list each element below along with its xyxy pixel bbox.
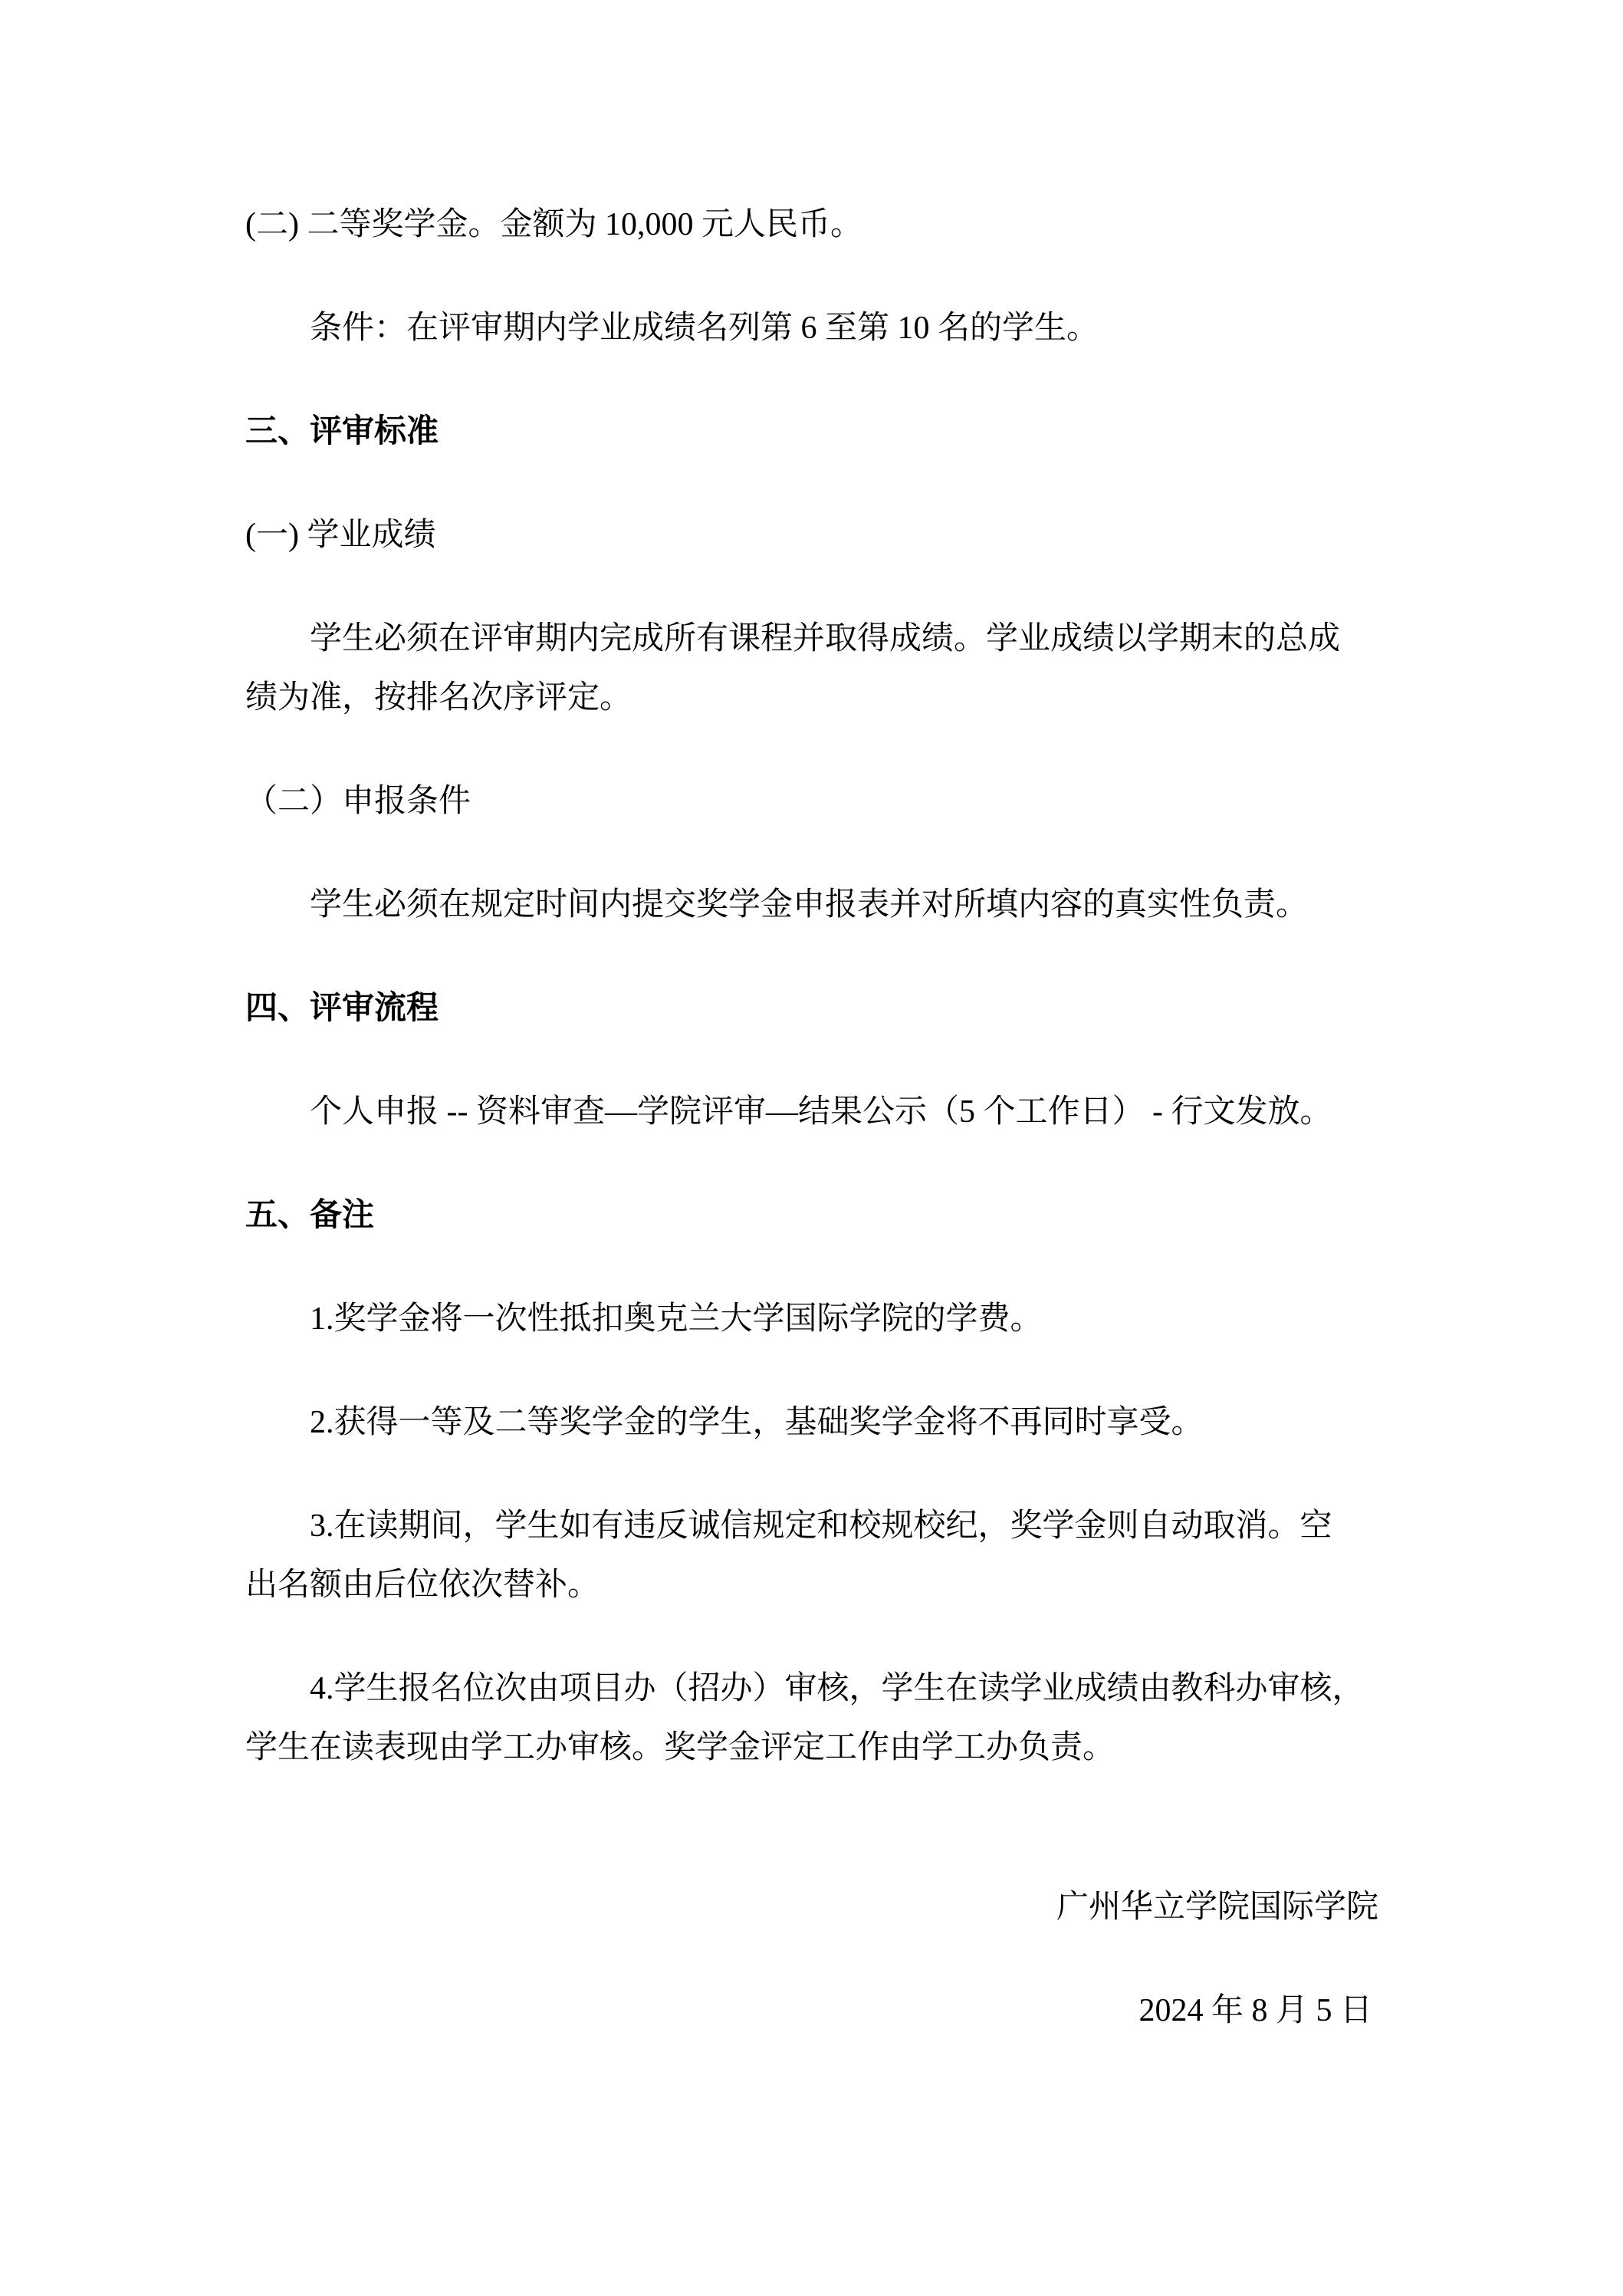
body-line: 2.获得一等及二等奖学金的学生，基础奖学金将不再同时享受。	[310, 1405, 1204, 1440]
body-line: 条件：在评审期内学业成绩名列第 6 至第 10 名的学生。	[310, 311, 1099, 346]
body-line: 学生必须在规定时间内提交奖学金申报表并对所填内容的真实性负责。	[310, 887, 1309, 923]
body-line: （二）申报条件	[245, 784, 471, 819]
body-line: 3.在读期间，学生如有违反诚信规定和校规校纪，奖学金则自动取消。空	[310, 1508, 1332, 1544]
note-item-1	[245, 1290, 1378, 1349]
subheading-academic-performance	[245, 506, 1378, 565]
body-line: 学生在读表现由学工办审核。奖学金评定工作由学工办负责。	[245, 1730, 1115, 1765]
body-line: 个人申报 -- 资料审查—学院评审—结果公示（5 个工作日） - 行文发放。	[310, 1094, 1332, 1130]
paragraph-review-process	[245, 1083, 1378, 1142]
date-block	[245, 1982, 1378, 2041]
signature-block	[245, 1878, 1378, 1937]
note-item-3	[245, 1497, 1378, 1615]
paragraph-second-scholarship	[245, 196, 1378, 255]
body-line: (二) 二等奖学金。金额为 10,000 元人民币。	[245, 207, 862, 242]
paragraph-academic-performance	[245, 610, 1378, 728]
note-item-2	[245, 1393, 1378, 1452]
section-heading-5-notes	[245, 1186, 1378, 1245]
heading-line: 三、评审标准	[245, 414, 439, 449]
body-line: (一) 学业成绩	[245, 518, 436, 553]
heading-line: 四、评审流程	[245, 991, 439, 1026]
signature-line: 广州华立学院国际学院	[1056, 1890, 1378, 1925]
heading-line: 五、备注	[245, 1198, 375, 1233]
paragraph-application-conditions	[245, 876, 1378, 935]
date-line: 2024 年 8 月 5 日	[1138, 1993, 1372, 2028]
body-line: 出名额由后位依次替补。	[245, 1567, 600, 1603]
body-line: 学生必须在评审期内完成所有课程并取得成绩。学业成绩以学期末的总成	[310, 621, 1341, 656]
section-heading-4-process	[245, 979, 1378, 1038]
body-line: 4.学生报名位次由项目办（招办）审核，学生在读学业成绩由教科办审核，	[310, 1671, 1365, 1706]
subheading-application-conditions	[245, 772, 1378, 831]
body-line: 1.奖学金将一次性抵扣奥克兰大学国际学院的学费。	[310, 1301, 1043, 1337]
paragraph-second-scholarship-condition	[245, 299, 1378, 358]
section-heading-3-criteria	[245, 403, 1378, 462]
note-item-4	[245, 1660, 1378, 1778]
document-body	[245, 196, 1378, 2085]
body-line: 绩为准，按排名次序评定。	[245, 680, 632, 715]
